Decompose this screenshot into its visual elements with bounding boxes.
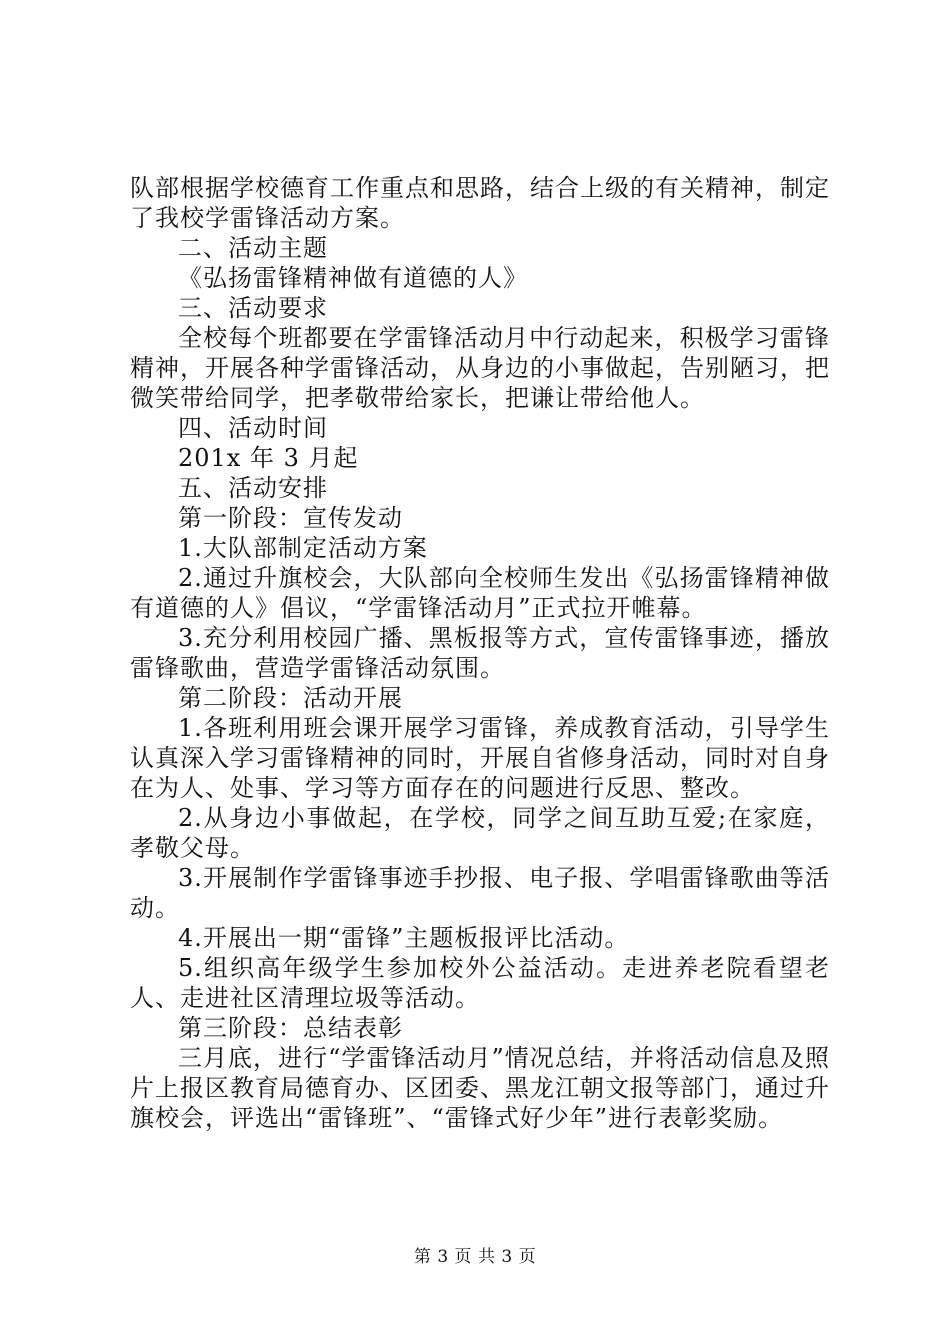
- paragraph: 3.开展制作学雷锋事迹手抄报、电子报、学唱雷锋歌曲等活动。: [130, 864, 830, 922]
- paragraph: 第一阶段：宣传发动: [178, 504, 403, 532]
- paragraph: 5.组织高年级学生参加校外公益活动。走进养老院看望老人、走进社区清理垃圾等活动。: [130, 954, 830, 1012]
- paragraph: 1.大队部制定活动方案: [178, 534, 428, 562]
- paragraph: 2.从身边小事做起，在学校，同学之间互助互爱;在家庭，孝敬父母。: [130, 804, 830, 862]
- paragraph: 1.各班利用班会课开展学习雷锋，养成教育活动，引导学生认真深入学习雷锋精神的同时，开展自省修身活动，同时对自身在为人、处事、学习等方面存在的问题进行反思、整改。: [130, 714, 830, 802]
- paragraph: 三月底，进行“学雷锋活动月”情况总结，并将活动信息及照片上报区教育局德育办、区团委、黑龙江朝文报等部门，通过升旗校会，评选出“雷锋班”、“雷锋式好少年”进行表彰奖励。: [130, 1044, 830, 1132]
- page-footer: 第 3 页 共 3 页: [413, 1247, 537, 1267]
- paragraph: 四、活动时间: [178, 414, 328, 442]
- paragraph: 全校每个班都要在学雷锋活动月中行动起来，积极学习雷锋精神，开展各种学雷锋活动，从身边的小事做起，告别陋习，把微笑带给同学，把孝敬带给家长，把谦让带给他人。: [130, 324, 830, 412]
- paragraph: 第三阶段：总结表彰: [178, 1014, 403, 1042]
- paragraph: 二、活动主题: [178, 234, 328, 262]
- paragraph: 五、活动安排: [178, 474, 328, 502]
- paragraph: 第二阶段：活动开展: [178, 684, 403, 712]
- paragraph: 201x 年 3 月起: [178, 444, 359, 472]
- paragraph: 队部根据学校德育工作重点和思路，结合上级的有关精神，制定了我校学雷锋活动方案。: [130, 174, 830, 232]
- paragraph: 4.开展出一期“雷锋”主题板报评比活动。: [178, 924, 630, 952]
- document-body: [130, 173, 830, 1133]
- paragraph: 《弘扬雷锋精神做有道德的人》: [178, 264, 528, 292]
- paragraph: 三、活动要求: [178, 294, 328, 322]
- paragraph: 3.充分利用校园广播、黑板报等方式，宣传雷锋事迹，播放雷锋歌曲，营造学雷锋活动氛围。: [130, 624, 830, 682]
- paragraph: 2.通过升旗校会，大队部向全校师生发出《弘扬雷锋精神做有道德的人》倡议，“学雷锋活动月”正式拉开帷幕。: [130, 564, 830, 622]
